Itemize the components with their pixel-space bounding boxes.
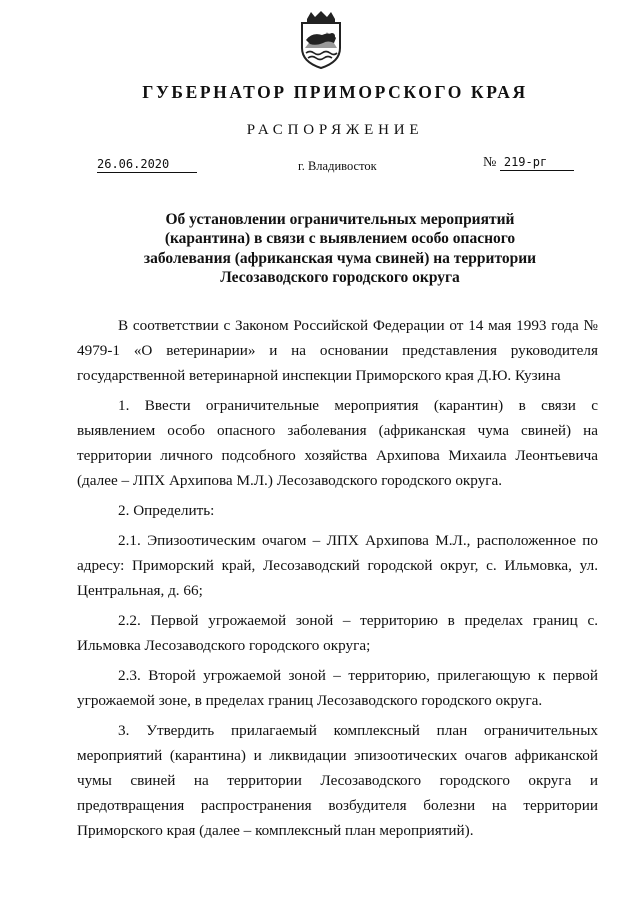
paragraph-item-1: 1. Ввести ограничительные мероприятия (карантин) в связи с выявлением особо опасного заболевания (африканская чума свиней) на территории личного подсобного хозяйства Архипова Михаила Леонтьевича (далее – ЛПХ Архипова М.Л.) Лесозаводского городского округа.: [77, 397, 598, 489]
document-city: г. Владивосток: [298, 159, 377, 173]
document-body: [77, 313, 598, 848]
paragraph-item-3: 3. Утвердить прилагаемый комплексный план ограничительных мероприятий (карантина) и ликвидации эпизоотических очагов африканской чумы свиней на территории Лесозаводского городского округа и предотвращения распространения возбудителя болезни на территории Приморского края (далее – комплексный план мероприятий).: [77, 722, 598, 839]
coat-of-arms-icon: [298, 10, 344, 70]
document-title: [130, 210, 550, 287]
number-sign: №: [483, 155, 497, 170]
paragraph-preamble: В соответствии с Законом Российской Федерации от 14 мая 1993 года № 4979-1 «О ветеринарии» и на основании представления руководителя государственной ветеринарной инспекции Приморского края Д.Ю. Кузина: [77, 317, 598, 384]
paragraph-item-2-3: 2.3. Второй угрожаемой зоной – территорию, прилегающую к первой угрожаемой зоне, в пределах границ Лесозаводского городского округа.: [77, 667, 598, 709]
title-line: Лесозаводского городского округа: [220, 268, 460, 286]
paragraph-item-2-2: 2.2. Первой угрожаемой зоной – территорию в пределах границ с. Ильмовка Лесозаводского городского округа;: [77, 612, 598, 654]
document-number: 219-рг: [500, 155, 574, 171]
document-number-field: [483, 155, 574, 171]
title-line: Об установлении ограничительных мероприятий: [165, 211, 515, 228]
issuing-authority: ГУБЕРНАТОР ПРИМОРСКОГО КРАЯ: [142, 82, 528, 102]
document-date: 26.06.2020: [97, 157, 197, 173]
paragraph-item-2: 2. Определить:: [118, 502, 215, 519]
paragraph-item-2-1: 2.1. Эпизоотическим очагом – ЛПХ Архипова М.Л., расположенное по адресу: Приморский край, Лесозаводский городской округ, с. Ильмовка, ул. Центральная, д. 66;: [77, 532, 598, 599]
title-line: заболевания (африканская чума свиней) на территории: [143, 249, 537, 267]
document-type: РАСПОРЯЖЕНИЕ: [246, 122, 424, 138]
title-line: (карантина) в связи с выявлением особо опасного: [164, 230, 516, 248]
